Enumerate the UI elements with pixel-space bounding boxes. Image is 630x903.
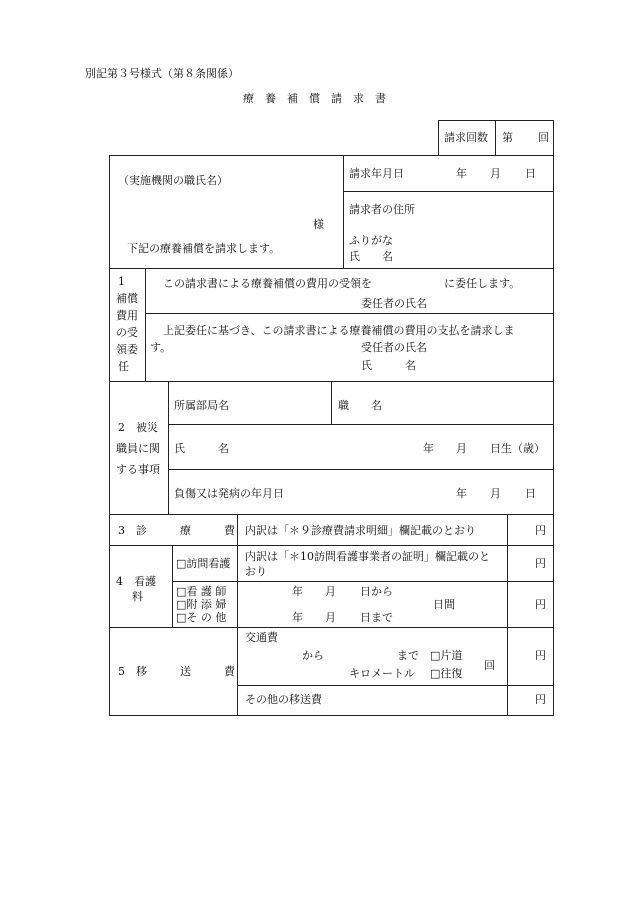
sec2-label-2: 職員に関 [116, 442, 160, 455]
other-transport-yen: 円 [535, 693, 546, 706]
transport-yen: 円 [535, 649, 546, 662]
medical-fee-detail: 内訳は「＊９診療費請求明細」欄記載のとおり [245, 524, 476, 537]
delegator-name-label: 委任者の氏名 [361, 297, 427, 310]
sec1-label-4: の受 [116, 326, 138, 339]
claim-month: 月 [490, 167, 501, 180]
nursing-yen: 円 [535, 557, 546, 570]
one-way-checkbox[interactable]: □片道 [430, 649, 463, 662]
dob-year: 年 [423, 442, 434, 455]
sec1-label-1: 1 [118, 275, 125, 288]
claim-count-label: 請求回数 [444, 131, 488, 144]
attendant-checkbox[interactable]: □附 添 婦 [176, 598, 227, 611]
request-text: 下記の療養補償を請求します。 [127, 242, 281, 255]
nursing-period-yen: 円 [535, 598, 546, 611]
dob-month: 月 [456, 442, 467, 455]
other-transport-label: その他の移送費 [245, 693, 322, 706]
other-checkbox[interactable]: □そ の 他 [176, 611, 227, 624]
km-label: キロメートル [349, 667, 415, 680]
medical-fee-yen: 円 [535, 524, 546, 537]
furigana-label: ふりがな [349, 234, 393, 247]
claim-year: 年 [456, 167, 467, 180]
claimant-name-label: 氏 名 [349, 250, 393, 263]
claim-form-table [109, 155, 554, 716]
sec1-label-3: 費用 [116, 309, 138, 322]
page-title: 療 養 補 償 請 求 書 [243, 92, 386, 105]
payment-request-text: 上記委任に基づき、この請求書による療養補償の費用の支払を請求しま [163, 324, 515, 337]
employee-name-label: 氏 名 [174, 442, 229, 455]
nursing-detail-1: 内訳は「＊10訪問看護事業者の証明」欄記載のと [245, 550, 490, 563]
visit-nursing-checkbox[interactable]: □訪問看護 [176, 557, 231, 570]
department-label: 所属部局名 [174, 399, 229, 412]
sec1-label-2: 補償 [116, 292, 138, 305]
injury-month: 月 [490, 487, 501, 500]
round-trip-checkbox[interactable]: □往復 [430, 667, 463, 680]
payment-request-text-end: す。 [150, 341, 172, 354]
delegation-text: この請求書による療養補償の費用の受領を [163, 277, 372, 290]
days-label: 日間 [433, 598, 455, 611]
nursing-label-2: 料 [132, 590, 143, 603]
nursing-label: 4 看護 [116, 575, 156, 588]
sec1-label-6: 任 [118, 360, 129, 373]
transport-label: 交通費 [245, 631, 278, 644]
transport-to: まで [397, 649, 419, 662]
address-label: 請求者の住所 [349, 203, 415, 216]
injury-date-label: 負傷又は発病の年月日 [174, 487, 284, 500]
dob-day-age: 日生（歳） [490, 442, 545, 455]
claim-day: 日 [525, 167, 536, 180]
sec1-label-5: 領委 [116, 343, 138, 356]
to-month: 月 [325, 611, 336, 624]
nursing-detail-2: おり [245, 565, 267, 578]
transport-fee-label: 5 移 送 費 [118, 665, 235, 678]
honorific: 様 [313, 218, 324, 231]
times-label: 回 [484, 659, 495, 672]
nurse-checkbox[interactable]: □看 護 師 [176, 585, 227, 598]
to-year: 年 [292, 611, 303, 624]
position-label: 職 名 [338, 399, 382, 412]
recipient-name-label: 受任者の氏名 [361, 341, 427, 354]
transport-from: から [302, 649, 324, 662]
from-month: 月 [325, 585, 336, 598]
injury-day: 日 [525, 487, 536, 500]
claim-count-suffix: 回 [538, 131, 549, 144]
sec2-label-3: する事項 [116, 463, 160, 476]
medical-fee-label: 3 診 療 費 [118, 524, 235, 537]
from-day: 日から [360, 585, 393, 598]
from-year: 年 [292, 585, 303, 598]
to-day: 日まで [360, 611, 393, 624]
delegation-text-end: に委任します。 [444, 277, 521, 290]
recipient-signature-label: 氏 名 [361, 359, 416, 372]
claim-date-label: 請求年月日 [349, 167, 404, 180]
institution-label: （実施機関の職氏名） [118, 174, 228, 187]
injury-year: 年 [456, 487, 467, 500]
claim-count-prefix: 第 [502, 131, 513, 144]
sec2-label-1: 2 被災 [118, 421, 158, 434]
form-number: 別記第３号様式（第８条関係） [85, 67, 239, 80]
